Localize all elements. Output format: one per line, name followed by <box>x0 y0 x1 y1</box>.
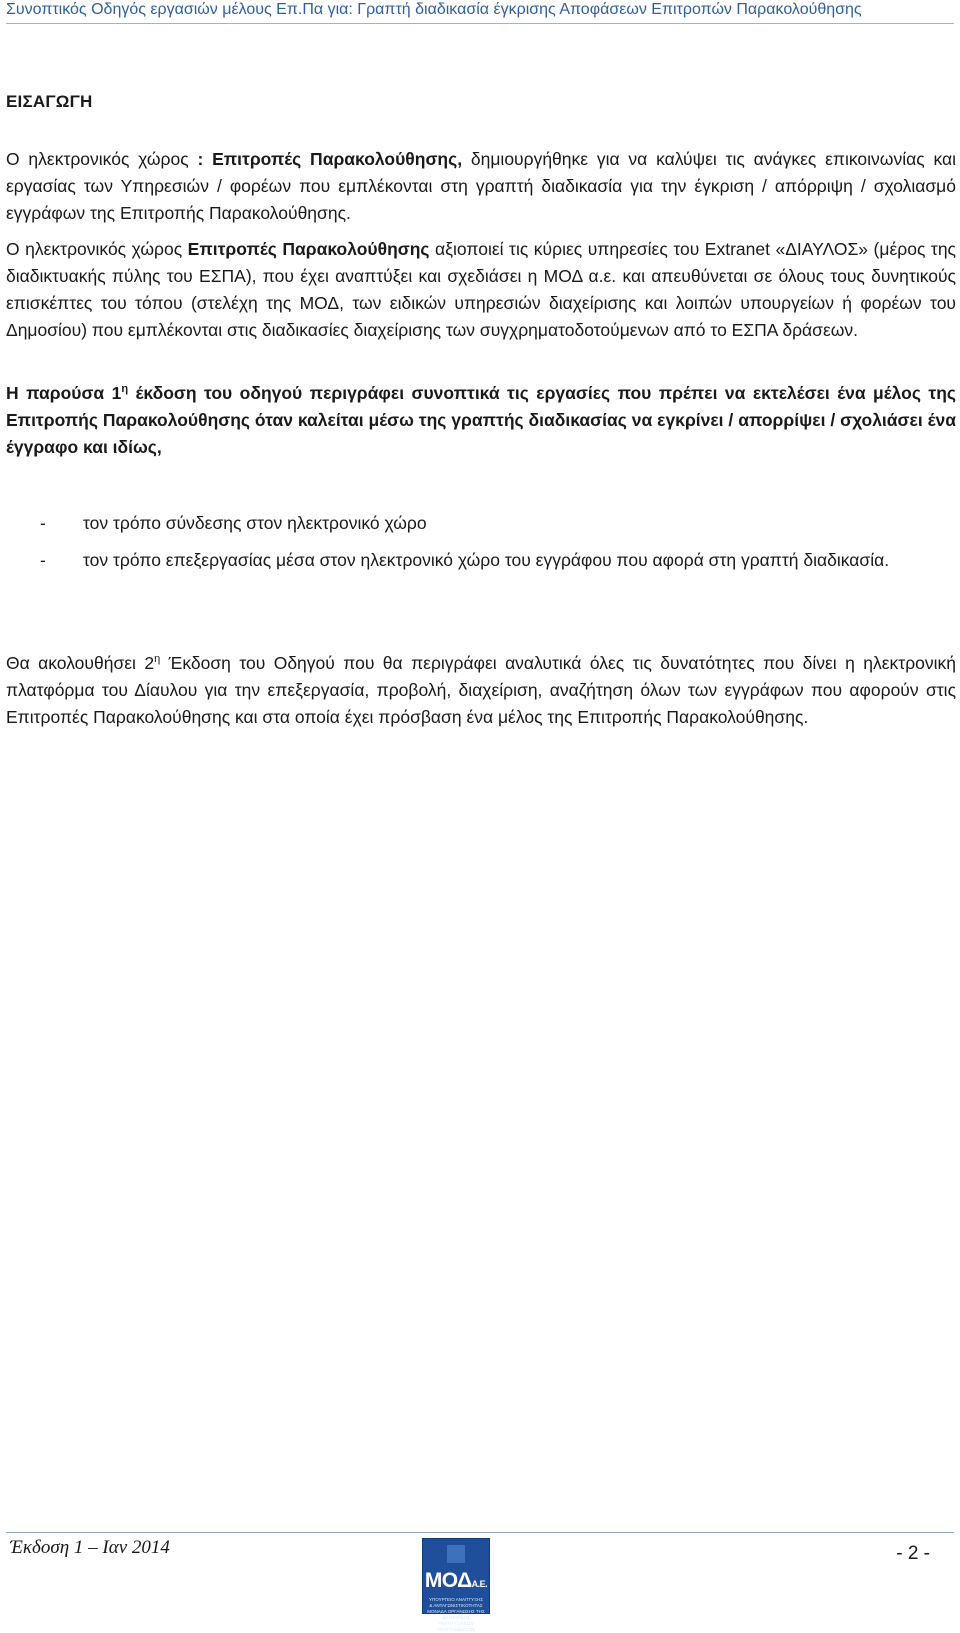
mod-logo <box>422 1538 490 1632</box>
next-edition-paragraph <box>6 650 956 731</box>
page-number: - 2 - <box>896 1543 930 1564</box>
next-text-a: Θα ακολουθήσει 2 <box>6 653 155 673</box>
bullet-dash: - <box>40 513 46 533</box>
extranet-text-bold: Επιτροπές Παρακολούθησης <box>187 239 430 259</box>
running-header: Συνοπτικός Οδηγός εργασιών μέλους Επ.Πα για: Γραπτή διαδικασία έγκρισης Αποφάσεων Επιτροπών Παρακολούθησης <box>6 0 954 24</box>
bullet-text: τον τρόπο επεξεργασίας μέσα στον ηλεκτρονικό χώρο του εγγράφου που αφορά στη γραπτή διαδικασία. <box>83 550 890 570</box>
logo-mark: ΜΟΔΑ.Ε. <box>424 1569 488 1592</box>
intro-text-a: Ο ηλεκτρονικός χώρος <box>6 149 198 169</box>
extranet-paragraph <box>6 236 956 344</box>
next-sup: η <box>154 653 161 666</box>
extranet-text-a: Ο ηλεκτρονικός χώρος <box>6 239 188 259</box>
purpose-text-a: Η παρούσα 1 <box>6 383 122 403</box>
intro-paragraph <box>6 146 956 227</box>
intro-text-c: δημιουργήθηκε για να καλύψει τις ανάγκες επικοινωνίας και εργασίας των Υπηρεσιών / φορέων που εμπλέκονται στη γραπτή διαδικασία για την έγκριση / απόρριψη / σχολιασμό εγγράφων της Επιτροπής Παρακολούθησης. <box>6 149 956 223</box>
footer-divider <box>6 1532 954 1533</box>
logo-emblem-icon <box>447 1545 465 1563</box>
bullet-text: τον τρόπο σύνδεσης στον ηλεκτρονικό χώρο <box>83 513 427 533</box>
logo-caption: ΥΠΟΥΡΓΕΙΟ ΑΝΑΠΤΥΞΗΣ & ΑΝΤΑΓΩΝΙΣΤΙΚΟΤΗΤΑΣ ΜΟΝΑΔΑ ΟΡΓΑΝΩΣΗΣ ΤΗΣ ΔΙΑΧΕΙΡΙΣΗΣ ΑΝΑΠΤΥΞΙΑΚΩΝ ΠΡΟΓΡΑΜΜΑΤΩΝ <box>427 1597 485 1632</box>
intro-text-bold: : Επιτροπές Παρακολούθησης, <box>197 149 463 169</box>
next-text-b: Έκδοση του Οδηγού που θα περιγράφει αναλυτικά όλες τις δυνατότητες που δίνει η ηλεκτρονική πλατφόρμα του Δίαυλου για την επεξεργασία, προβολή, διαχείριση, αναζήτηση όλων των εγγράφων που αφορούν στις Επιτροπές Παρακολούθησης και στα οποία έχει πρόσβαση ένα μέλος της Επιτροπής Παρακολούθησης. <box>6 653 956 727</box>
bullet-dash: - <box>40 550 46 570</box>
purpose-text-b: έκδοση του οδηγού περιγράφει συνοπτικά τις εργασίες που πρέπει να εκτελέσει ένα μέλος της Επιτροπής Παρακολούθησης όταν καλείται μέσω της γραπτής διαδικασίας να εγκρίνει / απορρίψει / σχολιάσει ένα έγγραφο και ιδίως, <box>6 383 957 457</box>
section-title: ΕΙΣΑΓΩΓΗ <box>6 92 93 111</box>
footer-edition: Έκδοση 1 – Ιαν 2014 <box>10 1537 170 1558</box>
purpose-sup: η <box>121 383 129 396</box>
extranet-text-c: αξιοποιεί τις κύριες υπηρεσίες του Extranet «ΔΙΑΥΛΟΣ» (μέρος της διαδικτυακής πύλης του ΕΣΠΑ), που έχει αναπτύξει και σχεδιάσει η ΜΟΔ α.ε. και απευθύνεται σε όλους τους δυνητικούς επισκέπτες του τόπου (στελέχη της ΜΟΔ, των ειδικών υπηρεσιών διαχείρισης και λοιπών υπουργείων ή φορέων του Δημοσίου) που εμπλέκονται στις διαδικασίες διαχείρισης των συγχρηματοδοτούμενων από το ΕΣΠΑ δράσεων. <box>6 239 956 340</box>
purpose-paragraph <box>6 380 956 461</box>
